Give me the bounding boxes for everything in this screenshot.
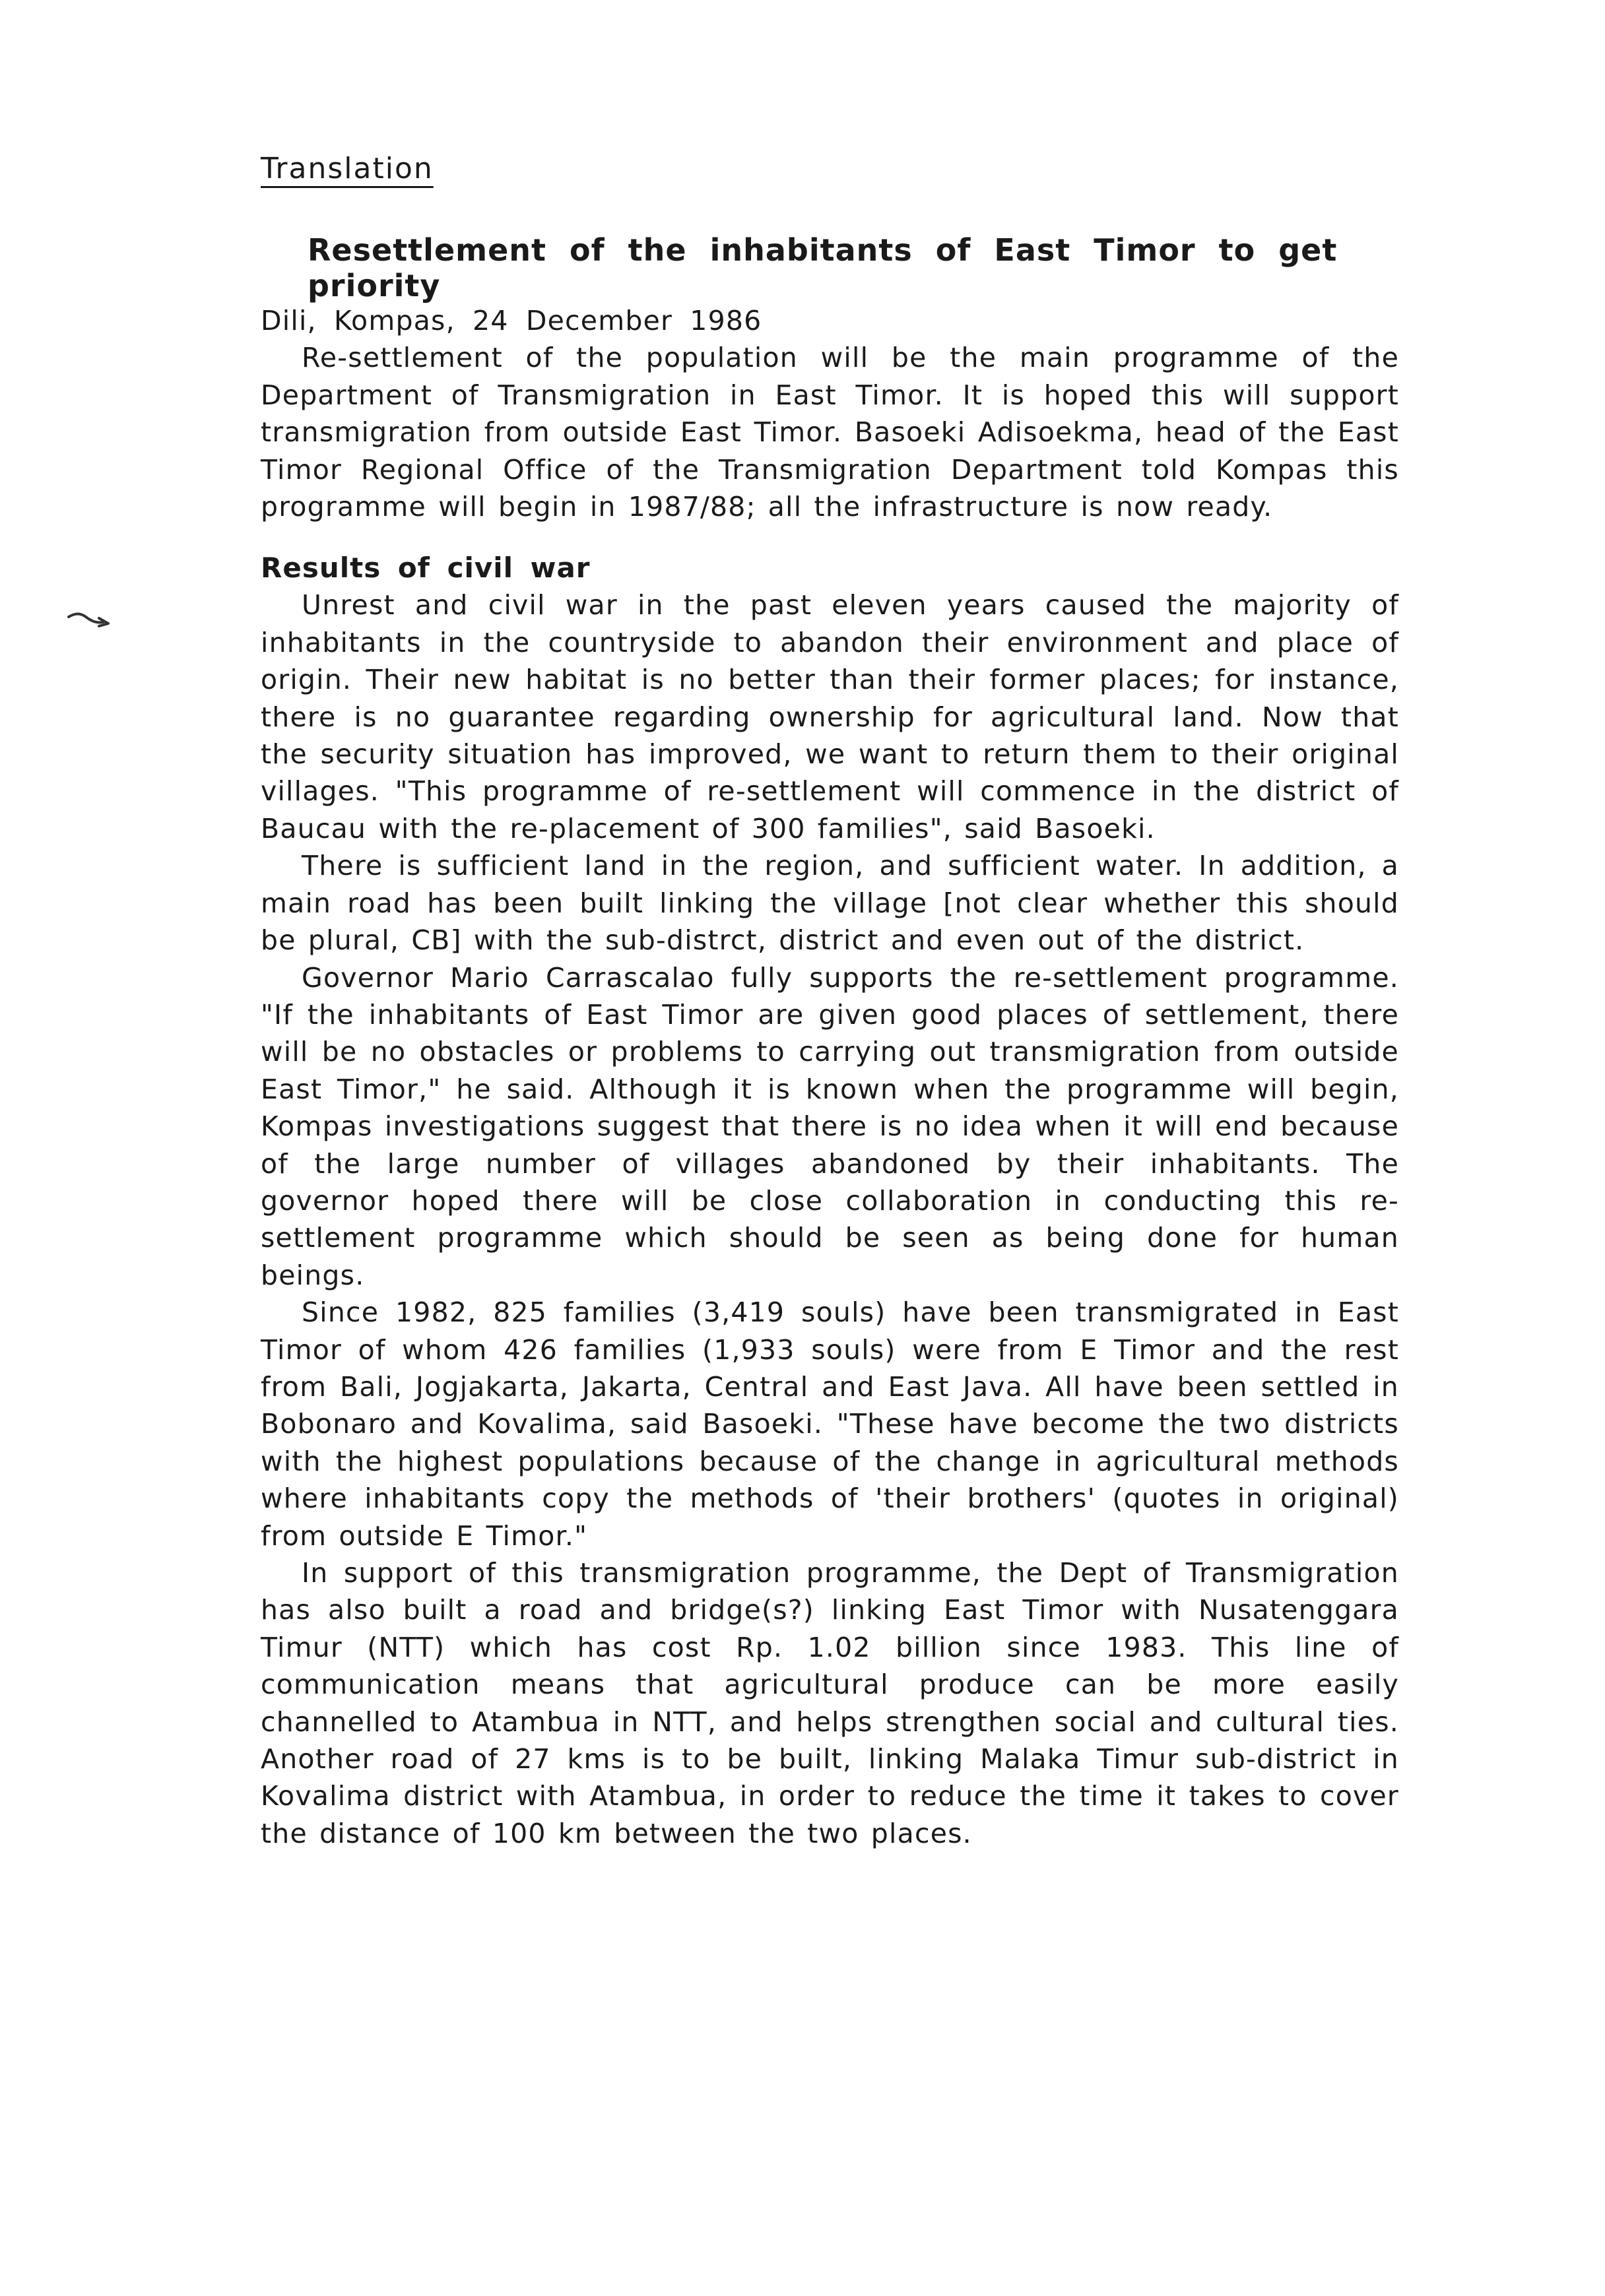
article-body [261, 302, 1399, 1852]
translation-label: Translation [261, 152, 434, 185]
paragraph: In support of this transmigration programme, the Dept of Transmigration has also built a road and bridge(s?) linking East Timor with Nusatenggara Timur (NTT) which has cost Rp. 1.02 billion since 1983. This line of communication means that agricultural produce can be more easily channelled to Atambua in NTT, and helps strengthen social and cultural ties. Another road of 27 kms is to be built, linking Malaka Timur sub-district in Kovalima district with Atambua, in order to reduce the time it takes to cover the distance of 100 km between the two places. [261, 1557, 1399, 1849]
article-headline: Resettlement of the inhabitants of East Timor to get priority [308, 232, 1338, 303]
section-heading: Results of civil war [261, 552, 591, 585]
pen-mark-icon [66, 610, 112, 630]
paragraph-intro: Re-settlement of the population will be the main programme of the Department of Transmigration in East Timor. It is hoped this will support transmigration from outside East Timor. Basoeki Adisoekma, head of the East Timor Regional Office of the Transmigration Department told Kompas this programme will begin in 1987/88; all the infrastructure is now ready. [261, 342, 1399, 523]
paragraph: Since 1982, 825 families (3,419 souls) have been transmigrated in East Timor of whom 426 families (1,933 souls) were from E Timor and the rest from Bali, Jogjakarta, Jakarta, Central and East Java. All have been settled in Bobonaro and Kovalima, said Basoeki. "These have become the two districts with the highest populations because of the change in agricultural methods where inhabitants copy the methods of 'their brothers' (quotes in original) from outside E Timor." [261, 1296, 1399, 1552]
paragraph: Governor Mario Carrascalao fully supports the re-settlement programme. "If the inhabitants of East Timor are given good places of settlement, there will be no obstacles or problems to carrying out transmigration from outside East Timor," he said. Although it is known when the programme will begin, Kompas investigations suggest that there is no idea when it will end because of the large number of villages abandoned by their inhabitants. The governor hoped there will be close collaboration in conducting this re-settlement programme which should be seen as being done for human beings. [261, 961, 1399, 1291]
paragraph: Unrest and civil war in the past eleven years caused the majority of inhabitants in the countryside to abandon their environment and place of origin. Their new habitat is no better than their former places; for instance, there is no guarantee regarding ownership for agricultural land. Now that the security situation has improved, we want to return them to their original villages. "This programme of re-settlement will commence in the district of Baucau with the re-placement of 300 families", said Basoeki. [261, 589, 1399, 845]
dateline: Dili, Kompas, 24 December 1986 [261, 305, 762, 336]
paragraph: There is sufficient land in the region, and sufficient water. In addition, a main road has been built linking the village [not clear whether this should be plural, CB] with the sub-distrct, district and even out of the district. [261, 850, 1399, 957]
